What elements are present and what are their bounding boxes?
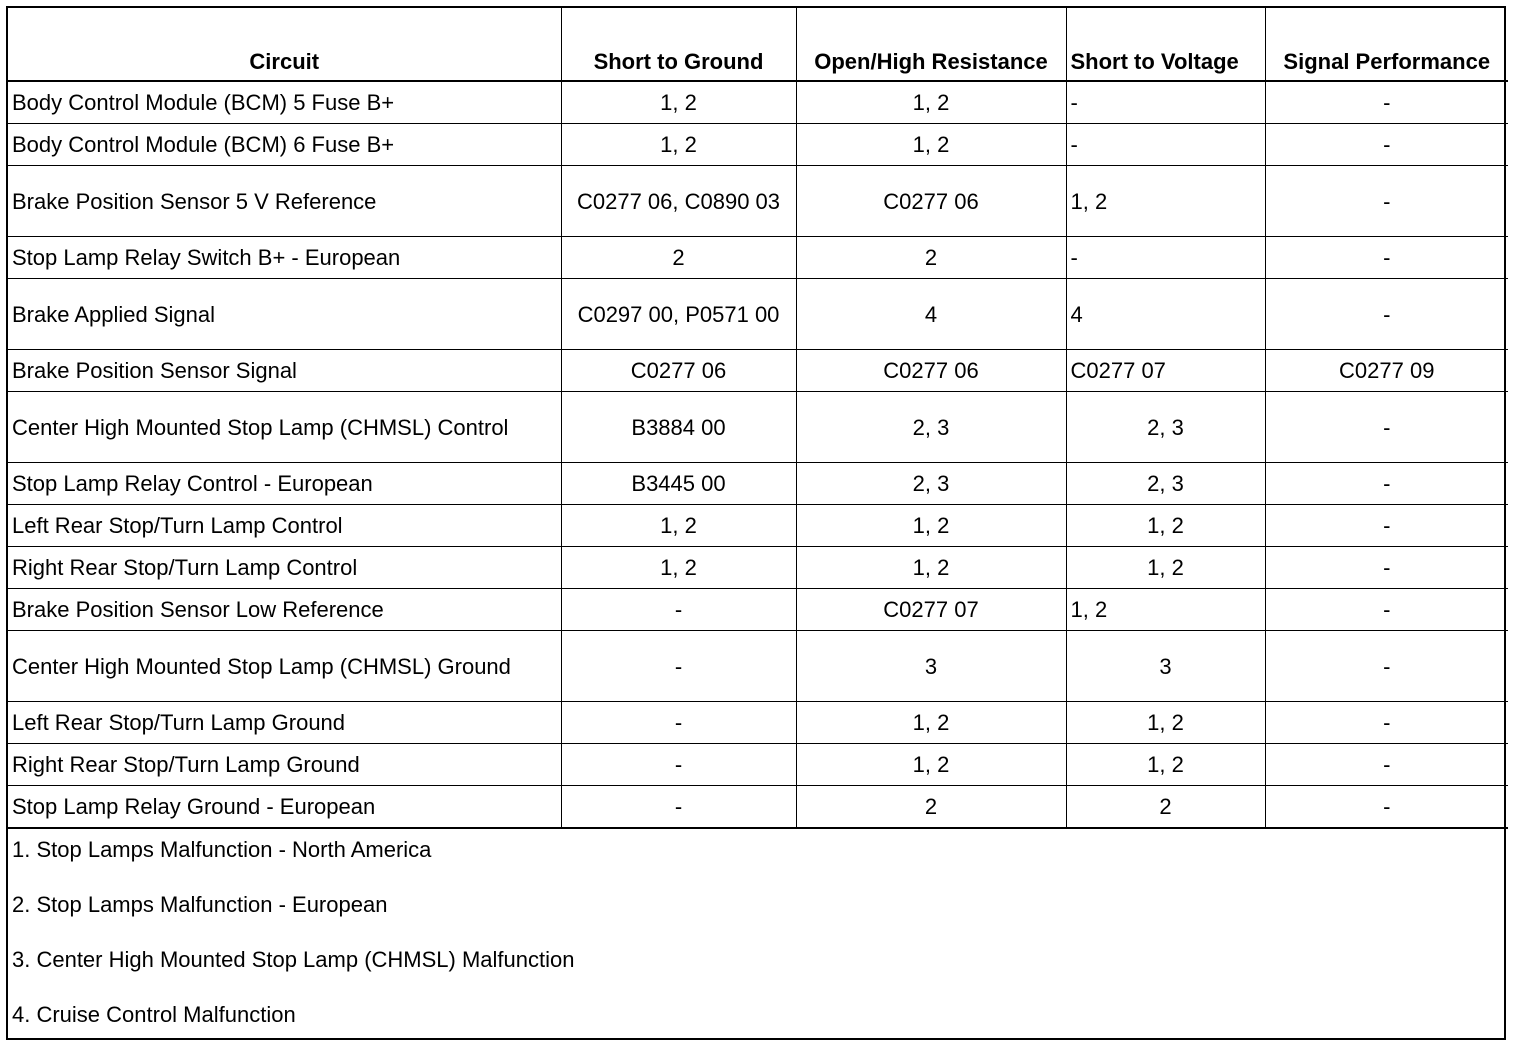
table-row [8, 124, 1508, 166]
short-to-voltage-cell: C0277 07 [1066, 350, 1265, 392]
open-high-resistance-cell: C0277 06 [796, 166, 1066, 237]
table-row [8, 744, 1508, 786]
short-to-ground-cell: 2 [561, 237, 796, 279]
short-to-ground-cell: 1, 2 [561, 547, 796, 589]
circuit-cell: Center High Mounted Stop Lamp (CHMSL) Ground [8, 631, 561, 702]
open-high-resistance-cell: 1, 2 [796, 124, 1066, 166]
signal-performance-cell: - [1265, 463, 1508, 505]
footnotes [8, 829, 1504, 1055]
short-to-ground-cell: 1, 2 [561, 124, 796, 166]
short-to-voltage-cell: 1, 2 [1066, 166, 1265, 237]
short-to-voltage-cell: 1, 2 [1066, 744, 1265, 786]
header-open-high-resistance: Open/High Resistance [796, 8, 1066, 81]
short-to-ground-cell: - [561, 786, 796, 829]
short-to-voltage-cell: 3 [1066, 631, 1265, 702]
circuit-cell: Brake Position Sensor Low Reference [8, 589, 561, 631]
short-to-ground-cell: 1, 2 [561, 81, 796, 124]
short-to-voltage-cell: 2, 3 [1066, 392, 1265, 463]
circuit-cell: Body Control Module (BCM) 6 Fuse B+ [8, 124, 561, 166]
signal-performance-cell: - [1265, 702, 1508, 744]
short-to-voltage-cell: 1, 2 [1066, 589, 1265, 631]
short-to-ground-cell: C0277 06, C0890 03 [561, 166, 796, 237]
signal-performance-cell: - [1265, 744, 1508, 786]
signal-performance-cell: C0277 09 [1265, 350, 1508, 392]
table-row [8, 81, 1508, 124]
signal-performance-cell: - [1265, 124, 1508, 166]
short-to-voltage-cell: 4 [1066, 279, 1265, 350]
short-to-ground-cell: 1, 2 [561, 505, 796, 547]
footnote: 1. Stop Lamps Malfunction - North America [12, 837, 432, 862]
table-row [8, 786, 1508, 829]
table-header-row [8, 8, 1508, 81]
table-row [8, 547, 1508, 589]
circuit-cell: Brake Applied Signal [8, 279, 561, 350]
signal-performance-cell: - [1265, 547, 1508, 589]
short-to-voltage-cell: 2, 3 [1066, 463, 1265, 505]
table-row [8, 392, 1508, 463]
open-high-resistance-cell: C0277 07 [796, 589, 1066, 631]
footnote: 3. Center High Mounted Stop Lamp (CHMSL) Malfunction [12, 947, 575, 972]
table-row [8, 463, 1508, 505]
open-high-resistance-cell: 2 [796, 237, 1066, 279]
header-circuit: Circuit [8, 8, 561, 81]
short-to-voltage-cell: - [1066, 124, 1265, 166]
short-to-ground-cell: - [561, 702, 796, 744]
short-to-voltage-cell: 1, 2 [1066, 702, 1265, 744]
open-high-resistance-cell: 3 [796, 631, 1066, 702]
short-to-ground-cell: B3884 00 [561, 392, 796, 463]
table-row [8, 166, 1508, 237]
short-to-voltage-cell: - [1066, 237, 1265, 279]
circuit-cell: Left Rear Stop/Turn Lamp Control [8, 505, 561, 547]
open-high-resistance-cell: 1, 2 [796, 702, 1066, 744]
signal-performance-cell: - [1265, 631, 1508, 702]
open-high-resistance-cell: 2, 3 [796, 392, 1066, 463]
header-signal-performance: Signal Performance [1265, 8, 1508, 81]
signal-performance-cell: - [1265, 505, 1508, 547]
open-high-resistance-cell: 1, 2 [796, 81, 1066, 124]
header-short-to-ground: Short to Ground [561, 8, 796, 81]
signal-performance-cell: - [1265, 786, 1508, 829]
table-row [8, 279, 1508, 350]
circuit-cell: Center High Mounted Stop Lamp (CHMSL) Control [8, 392, 561, 463]
table-row [8, 631, 1508, 702]
circuit-cell: Stop Lamp Relay Switch B+ - European [8, 237, 561, 279]
short-to-ground-cell: - [561, 631, 796, 702]
open-high-resistance-cell: 2 [796, 786, 1066, 829]
circuit-test-table [8, 8, 1508, 829]
short-to-ground-cell: - [561, 744, 796, 786]
footnote: 4. Cruise Control Malfunction [12, 1002, 296, 1027]
table-row [8, 237, 1508, 279]
open-high-resistance-cell: 1, 2 [796, 547, 1066, 589]
signal-performance-cell: - [1265, 166, 1508, 237]
signal-performance-cell: - [1265, 237, 1508, 279]
table-row [8, 350, 1508, 392]
open-high-resistance-cell: 4 [796, 279, 1066, 350]
header-short-to-voltage: Short to Voltage [1066, 8, 1265, 81]
open-high-resistance-cell: 2, 3 [796, 463, 1066, 505]
circuit-cell: Stop Lamp Relay Ground - European [8, 786, 561, 829]
signal-performance-cell: - [1265, 589, 1508, 631]
footnote: 2. Stop Lamps Malfunction - European [12, 892, 388, 917]
circuit-cell: Left Rear Stop/Turn Lamp Ground [8, 702, 561, 744]
circuit-cell: Right Rear Stop/Turn Lamp Ground [8, 744, 561, 786]
circuit-cell: Right Rear Stop/Turn Lamp Control [8, 547, 561, 589]
table-row [8, 505, 1508, 547]
table-row [8, 702, 1508, 744]
short-to-ground-cell: C0297 00, P0571 00 [561, 279, 796, 350]
signal-performance-cell: - [1265, 279, 1508, 350]
circuit-test-table-frame [6, 6, 1506, 1040]
short-to-voltage-cell: 1, 2 [1066, 547, 1265, 589]
short-to-voltage-cell: - [1066, 81, 1265, 124]
short-to-ground-cell: C0277 06 [561, 350, 796, 392]
signal-performance-cell: - [1265, 81, 1508, 124]
short-to-voltage-cell: 2 [1066, 786, 1265, 829]
circuit-cell: Brake Position Sensor Signal [8, 350, 561, 392]
short-to-ground-cell: B3445 00 [561, 463, 796, 505]
short-to-ground-cell: - [561, 589, 796, 631]
circuit-cell: Brake Position Sensor 5 V Reference [8, 166, 561, 237]
open-high-resistance-cell: 1, 2 [796, 505, 1066, 547]
signal-performance-cell: - [1265, 392, 1508, 463]
circuit-cell: Stop Lamp Relay Control - European [8, 463, 561, 505]
short-to-voltage-cell: 1, 2 [1066, 505, 1265, 547]
table-row [8, 589, 1508, 631]
open-high-resistance-cell: 1, 2 [796, 744, 1066, 786]
circuit-cell: Body Control Module (BCM) 5 Fuse B+ [8, 81, 561, 124]
open-high-resistance-cell: C0277 06 [796, 350, 1066, 392]
